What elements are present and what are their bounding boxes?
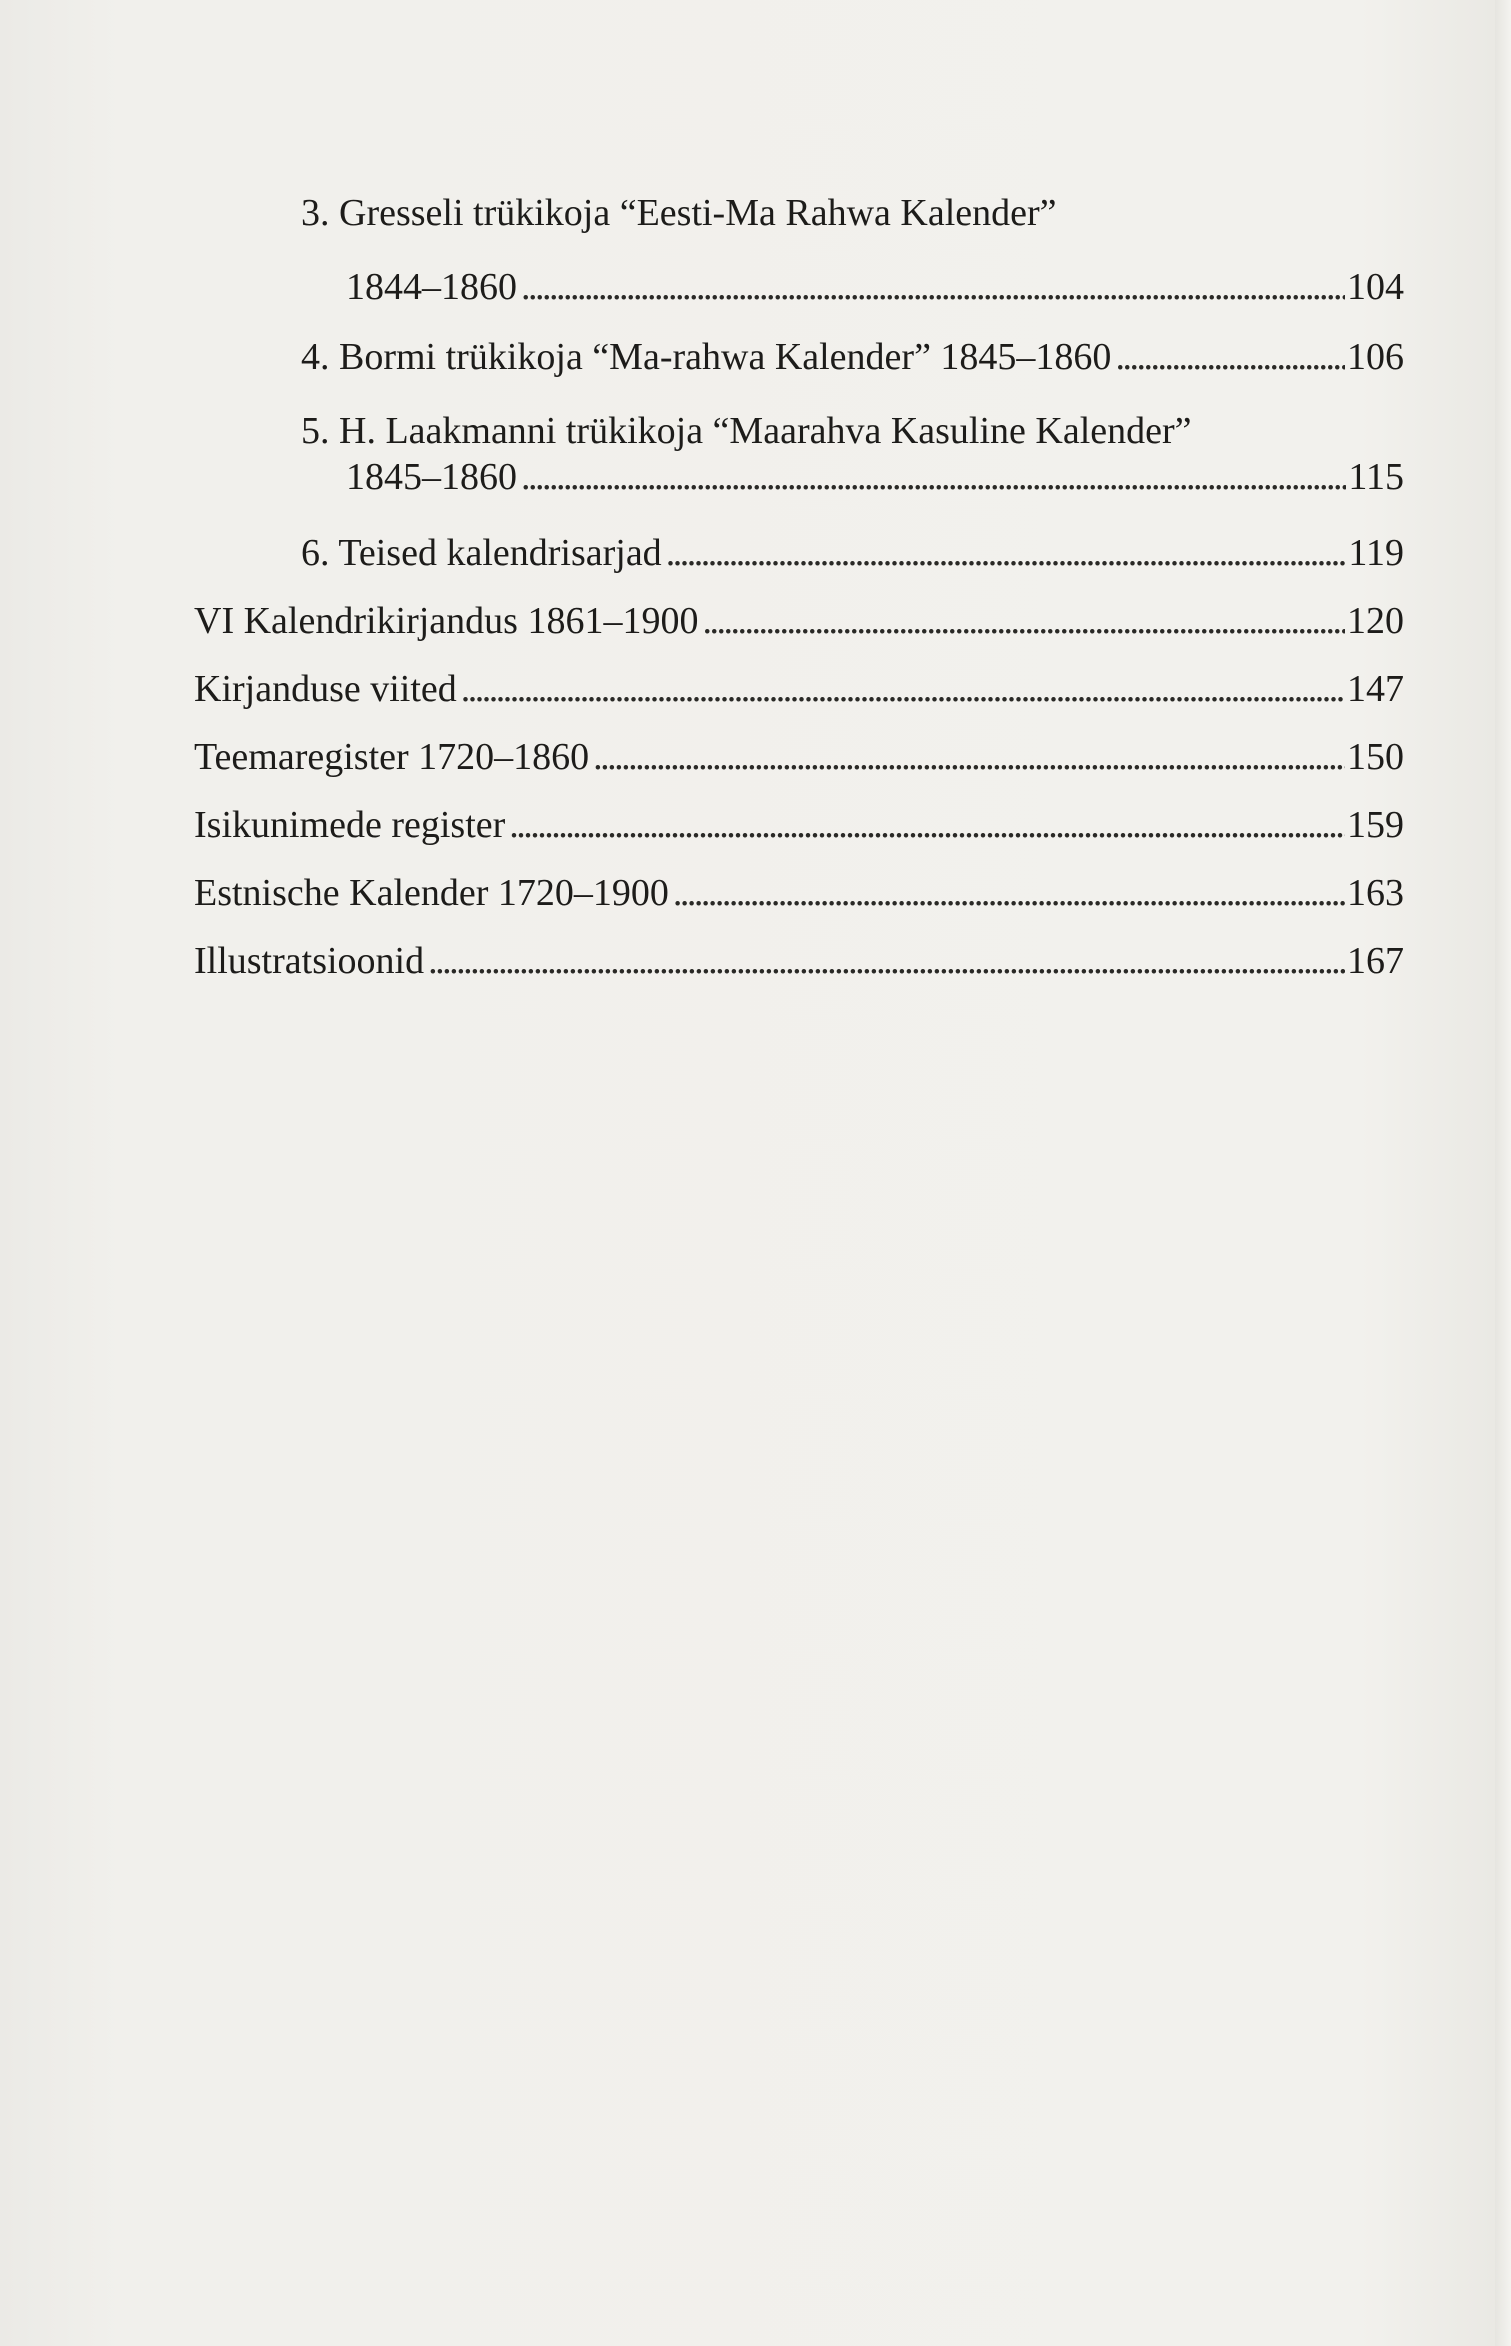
toc-entry-label: 1844–1860 (346, 266, 517, 308)
toc-page-number: 167 (1347, 940, 1404, 982)
toc-entry-kirjanduse-viited (194, 666, 1404, 712)
toc-entry-line (194, 530, 1404, 576)
toc-entry-label: 4. Bormi trükikoja “Ma-rahwa Kalender” 1845–1860 (301, 336, 1112, 378)
toc-entry-label: VI Kalendrikirjandus 1861–1900 (194, 600, 699, 642)
toc-entry-label: 6. Teised kalendrisarjad (301, 532, 662, 574)
leader-dots (461, 666, 1345, 712)
toc-entry-line (194, 666, 1404, 712)
toc-entry-gresseli (194, 190, 1404, 310)
toc-entry-line (194, 334, 1404, 380)
toc-entry-label: Kirjanduse viited (194, 668, 457, 710)
toc-entry-line (194, 454, 1404, 500)
leader-dots (521, 264, 1345, 310)
toc-entry-teemaregister (194, 734, 1404, 780)
leader-dots (702, 598, 1345, 644)
leader-dots (673, 870, 1345, 916)
toc-entry-teised (194, 530, 1404, 576)
toc-entry-label: Illustratsioonid (194, 940, 425, 982)
toc-entry-line (194, 598, 1404, 644)
toc-entry-isikunimede-register (194, 802, 1404, 848)
page-edge (1495, 0, 1511, 2346)
toc-entry-label: Isikunimede register (194, 804, 506, 846)
toc-entry-line (194, 938, 1404, 984)
toc-entry-illustratsioonid (194, 938, 1404, 984)
leader-dots (593, 734, 1345, 780)
toc-page-number: 104 (1347, 266, 1404, 308)
toc-entry-title: 5. H. Laakmanni trükikoja “Maarahva Kasuline Kalender” (301, 410, 1192, 452)
leader-dots (521, 454, 1346, 500)
toc-entry-title-line (194, 408, 1404, 454)
toc-page-number: 163 (1347, 872, 1404, 914)
toc-entry-line (194, 870, 1404, 916)
toc-entry-label: Estnische Kalender 1720–1900 (194, 872, 669, 914)
toc-entry-label: 1845–1860 (346, 456, 517, 498)
toc-page-number: 115 (1348, 456, 1404, 498)
toc-page-number: 150 (1347, 736, 1404, 778)
toc-entry-bormi (194, 334, 1404, 380)
toc-page-number: 106 (1347, 336, 1404, 378)
toc-page-number: 120 (1347, 600, 1404, 642)
leader-dots (666, 530, 1347, 576)
leader-dots (428, 938, 1345, 984)
toc-entry-line (194, 264, 1404, 310)
toc-entry-title: 3. Gresseli trükikoja “Eesti-Ma Rahwa Kalender” (301, 192, 1057, 234)
toc-page-number: 119 (1348, 532, 1404, 574)
toc-entry-line (194, 734, 1404, 780)
toc-entry-title-line (194, 190, 1404, 236)
toc-entry-estnische-kalender (194, 870, 1404, 916)
leader-dots (1115, 334, 1345, 380)
toc-entry-label: Teemaregister 1720–1860 (194, 736, 590, 778)
toc-page-number: 147 (1347, 668, 1404, 710)
toc-entry-line (194, 802, 1404, 848)
toc-page-number: 159 (1347, 804, 1404, 846)
toc-entry-kalendrikirjandus (194, 598, 1404, 644)
leader-dots (509, 802, 1345, 848)
toc-entry-laakmanni (194, 408, 1404, 500)
